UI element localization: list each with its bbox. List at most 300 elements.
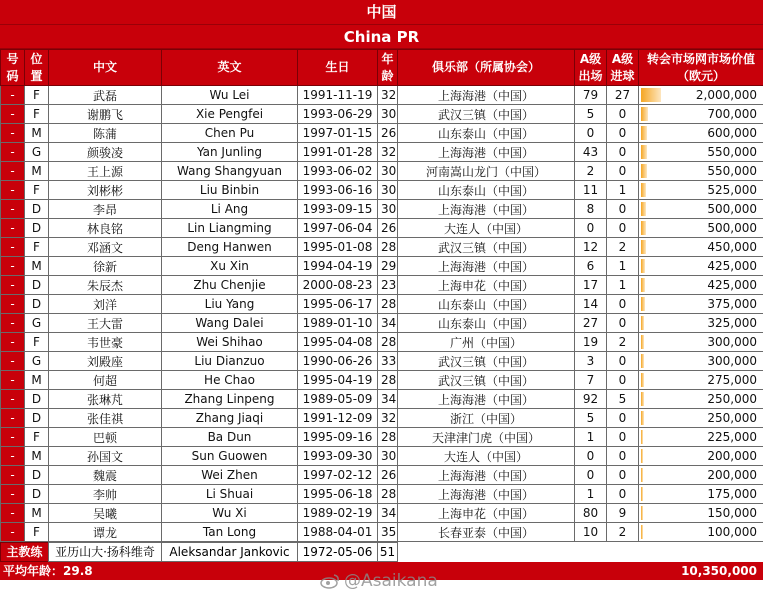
- table-header-row: [1, 50, 763, 86]
- market-value-bar: [641, 316, 644, 330]
- player-caps: 80: [575, 504, 607, 523]
- table-row: [1, 352, 763, 371]
- player-club: 武汉三镇（中国）: [398, 371, 575, 390]
- player-position: D: [25, 390, 49, 409]
- header-chinese-name: 中文: [49, 50, 162, 86]
- player-age: 26: [378, 124, 398, 143]
- market-value-text: 525,000: [707, 183, 757, 197]
- market-value-text: 500,000: [707, 221, 757, 235]
- player-goals: 2: [607, 523, 639, 542]
- player-position: M: [25, 124, 49, 143]
- market-value-text: 250,000: [707, 411, 757, 425]
- player-market-value: [639, 523, 763, 542]
- market-value-text: 200,000: [707, 468, 757, 482]
- player-english-name: Tan Long: [162, 523, 298, 542]
- player-club: 上海海港（中国）: [398, 485, 575, 504]
- player-club: 上海海港（中国）: [398, 143, 575, 162]
- player-market-value: [639, 504, 763, 523]
- player-caps: 11: [575, 181, 607, 200]
- player-position: F: [25, 333, 49, 352]
- player-market-value: [639, 124, 763, 143]
- player-market-value: [639, 276, 763, 295]
- player-club: 广州（中国）: [398, 333, 575, 352]
- player-number: -: [1, 523, 25, 542]
- market-value-text: 700,000: [707, 107, 757, 121]
- player-birthdate: 1993-06-02: [298, 162, 378, 181]
- player-chinese-name: 邓涵文: [49, 238, 162, 257]
- market-value-bar: [641, 202, 646, 216]
- market-value-text: 2,000,000: [695, 88, 757, 102]
- player-goals: 0: [607, 314, 639, 333]
- player-birthdate: 1997-01-15: [298, 124, 378, 143]
- player-age: 30: [378, 162, 398, 181]
- player-birthdate: 1989-05-09: [298, 390, 378, 409]
- player-birthdate: 1991-01-28: [298, 143, 378, 162]
- player-chinese-name: 林良铭: [49, 219, 162, 238]
- player-english-name: Wu Lei: [162, 86, 298, 105]
- player-english-name: Deng Hanwen: [162, 238, 298, 257]
- market-value-text: 250,000: [707, 392, 757, 406]
- player-position: D: [25, 485, 49, 504]
- market-value-bar: [641, 506, 643, 520]
- player-number: -: [1, 333, 25, 352]
- player-club: 武汉三镇（中国）: [398, 352, 575, 371]
- table-row: [1, 447, 763, 466]
- player-goals: 27: [607, 86, 639, 105]
- player-number: -: [1, 143, 25, 162]
- player-position: D: [25, 200, 49, 219]
- player-caps: 8: [575, 200, 607, 219]
- player-position: G: [25, 352, 49, 371]
- player-club: 武汉三镇（中国）: [398, 238, 575, 257]
- player-caps: 1: [575, 428, 607, 447]
- player-english-name: Liu Binbin: [162, 181, 298, 200]
- player-goals: 0: [607, 352, 639, 371]
- player-birthdate: 1993-09-30: [298, 447, 378, 466]
- market-value-bar: [641, 392, 644, 406]
- player-market-value: [639, 314, 763, 333]
- coach-birthdate: 1972-05-06: [297, 542, 378, 562]
- player-chinese-name: 武磊: [49, 86, 162, 105]
- header-position: 位置: [25, 50, 49, 86]
- market-value-text: 175,000: [707, 487, 757, 501]
- player-number: -: [1, 504, 25, 523]
- player-english-name: Lin Liangming: [162, 219, 298, 238]
- player-chinese-name: 张琳芃: [49, 390, 162, 409]
- header-goals: A级进球: [607, 50, 639, 86]
- player-club: 山东泰山（中国）: [398, 181, 575, 200]
- player-chinese-name: 谭龙: [49, 523, 162, 542]
- player-club: 河南嵩山龙门（中国）: [398, 162, 575, 181]
- market-value-text: 300,000: [707, 335, 757, 349]
- player-position: F: [25, 181, 49, 200]
- market-value-bar: [641, 430, 643, 444]
- market-value-text: 600,000: [707, 126, 757, 140]
- player-english-name: He Chao: [162, 371, 298, 390]
- player-chinese-name: 李昂: [49, 200, 162, 219]
- player-chinese-name: 刘彬彬: [49, 181, 162, 200]
- player-market-value: [639, 390, 763, 409]
- player-caps: 10: [575, 523, 607, 542]
- player-position: M: [25, 504, 49, 523]
- player-club: 山东泰山（中国）: [398, 295, 575, 314]
- table-row: [1, 295, 763, 314]
- player-market-value: [639, 333, 763, 352]
- header-market-value: 转会市场网市场价值（欧元）: [639, 50, 763, 86]
- player-caps: 92: [575, 390, 607, 409]
- player-age: 28: [378, 428, 398, 447]
- player-chinese-name: 王上源: [49, 162, 162, 181]
- market-value-bar: [641, 525, 643, 539]
- player-market-value: [639, 143, 763, 162]
- player-caps: 5: [575, 105, 607, 124]
- table-row: [1, 257, 763, 276]
- market-value-text: 550,000: [707, 164, 757, 178]
- market-value-text: 500,000: [707, 202, 757, 216]
- player-caps: 19: [575, 333, 607, 352]
- player-chinese-name: 韦世豪: [49, 333, 162, 352]
- player-number: -: [1, 181, 25, 200]
- player-chinese-name: 张佳祺: [49, 409, 162, 428]
- player-caps: 17: [575, 276, 607, 295]
- player-birthdate: 1997-02-12: [298, 466, 378, 485]
- player-age: 30: [378, 200, 398, 219]
- player-market-value: [639, 295, 763, 314]
- player-birthdate: 1989-02-19: [298, 504, 378, 523]
- player-english-name: Xie Pengfei: [162, 105, 298, 124]
- player-age: 32: [378, 86, 398, 105]
- player-age: 28: [378, 371, 398, 390]
- player-birthdate: 1991-12-09: [298, 409, 378, 428]
- player-english-name: Li Ang: [162, 200, 298, 219]
- player-number: -: [1, 276, 25, 295]
- weibo-logo-icon: [320, 573, 340, 589]
- player-age: 26: [378, 219, 398, 238]
- player-age: 35: [378, 523, 398, 542]
- player-market-value: [639, 181, 763, 200]
- player-goals: 1: [607, 276, 639, 295]
- market-value-text: 225,000: [707, 430, 757, 444]
- player-club: 大连人（中国）: [398, 219, 575, 238]
- player-goals: 0: [607, 466, 639, 485]
- player-club: 山东泰山（中国）: [398, 314, 575, 333]
- market-value-bar: [641, 183, 646, 197]
- player-market-value: [639, 162, 763, 181]
- player-goals: 0: [607, 447, 639, 466]
- player-goals: 0: [607, 295, 639, 314]
- player-caps: 0: [575, 466, 607, 485]
- market-value-bar: [641, 88, 661, 102]
- player-english-name: Chen Pu: [162, 124, 298, 143]
- player-age: 30: [378, 181, 398, 200]
- player-market-value: [639, 371, 763, 390]
- player-birthdate: 1995-06-18: [298, 485, 378, 504]
- player-number: -: [1, 124, 25, 143]
- player-number: -: [1, 295, 25, 314]
- player-chinese-name: 徐新: [49, 257, 162, 276]
- player-goals: 9: [607, 504, 639, 523]
- player-position: D: [25, 295, 49, 314]
- player-number: -: [1, 390, 25, 409]
- table-row: [1, 200, 763, 219]
- player-market-value: [639, 409, 763, 428]
- market-value-text: 325,000: [707, 316, 757, 330]
- player-position: M: [25, 257, 49, 276]
- market-value-bar: [641, 126, 647, 140]
- player-age: 30: [378, 105, 398, 124]
- player-number: -: [1, 86, 25, 105]
- table-row: [1, 276, 763, 295]
- player-club: 上海海港（中国）: [398, 257, 575, 276]
- market-value-text: 150,000: [707, 506, 757, 520]
- player-goals: 1: [607, 257, 639, 276]
- player-caps: 3: [575, 352, 607, 371]
- market-value-text: 425,000: [707, 259, 757, 273]
- player-number: -: [1, 314, 25, 333]
- market-value-bar: [641, 487, 643, 501]
- player-caps: 0: [575, 219, 607, 238]
- player-position: M: [25, 447, 49, 466]
- market-value-bar: [641, 145, 647, 159]
- player-position: F: [25, 238, 49, 257]
- player-birthdate: 1995-06-17: [298, 295, 378, 314]
- market-value-bar: [641, 373, 644, 387]
- player-caps: 6: [575, 257, 607, 276]
- player-market-value: [639, 86, 763, 105]
- market-value-text: 275,000: [707, 373, 757, 387]
- player-age: 23: [378, 276, 398, 295]
- player-english-name: Liu Dianzuo: [162, 352, 298, 371]
- table-row: [1, 314, 763, 333]
- player-goals: 0: [607, 428, 639, 447]
- player-caps: 43: [575, 143, 607, 162]
- player-goals: 0: [607, 162, 639, 181]
- table-row: [1, 390, 763, 409]
- coach-age: 51: [377, 542, 398, 562]
- coach-english-name: Aleksandar Jankovic: [161, 542, 298, 562]
- player-chinese-name: 李帅: [49, 485, 162, 504]
- player-club: 武汉三镇（中国）: [398, 105, 575, 124]
- table-row: [1, 181, 763, 200]
- header-birthdate: 生日: [298, 50, 378, 86]
- player-goals: 1: [607, 181, 639, 200]
- table-row: [1, 86, 763, 105]
- sheet-subtitle: China PR: [0, 25, 763, 49]
- player-caps: 2: [575, 162, 607, 181]
- player-number: -: [1, 466, 25, 485]
- header-age: 年龄: [378, 50, 398, 86]
- market-value-text: 425,000: [707, 278, 757, 292]
- market-value-text: 200,000: [707, 449, 757, 463]
- player-position: F: [25, 86, 49, 105]
- market-value-bar: [641, 164, 647, 178]
- player-market-value: [639, 200, 763, 219]
- player-position: D: [25, 219, 49, 238]
- player-birthdate: 1995-01-08: [298, 238, 378, 257]
- player-club: 上海海港（中国）: [398, 200, 575, 219]
- player-chinese-name: 刘洋: [49, 295, 162, 314]
- market-value-text: 450,000: [707, 240, 757, 254]
- table-row: [1, 333, 763, 352]
- player-age: 28: [378, 333, 398, 352]
- player-caps: 12: [575, 238, 607, 257]
- player-caps: 14: [575, 295, 607, 314]
- player-goals: 0: [607, 105, 639, 124]
- player-market-value: [639, 428, 763, 447]
- player-market-value: [639, 257, 763, 276]
- table-row: [1, 504, 763, 523]
- player-market-value: [639, 238, 763, 257]
- player-birthdate: 1995-04-19: [298, 371, 378, 390]
- squad-table: [0, 49, 763, 542]
- player-english-name: Liu Yang: [162, 295, 298, 314]
- player-position: F: [25, 428, 49, 447]
- market-value-bar: [641, 335, 644, 349]
- player-english-name: Zhang Jiaqi: [162, 409, 298, 428]
- player-club: 浙江（中国）: [398, 409, 575, 428]
- player-chinese-name: 王大雷: [49, 314, 162, 333]
- player-position: D: [25, 466, 49, 485]
- player-number: -: [1, 409, 25, 428]
- market-value-bar: [641, 449, 643, 463]
- player-birthdate: 1993-06-16: [298, 181, 378, 200]
- player-birthdate: 1995-04-08: [298, 333, 378, 352]
- player-position: F: [25, 105, 49, 124]
- sheet-title: 中国: [0, 0, 763, 25]
- player-club: 上海申花（中国）: [398, 276, 575, 295]
- table-row: [1, 409, 763, 428]
- watermark: [320, 571, 438, 591]
- player-goals: 0: [607, 143, 639, 162]
- player-market-value: [639, 352, 763, 371]
- player-birthdate: 1997-06-04: [298, 219, 378, 238]
- player-goals: 0: [607, 371, 639, 390]
- player-age: 34: [378, 314, 398, 333]
- player-caps: 5: [575, 409, 607, 428]
- player-birthdate: 1988-04-01: [298, 523, 378, 542]
- table-row: [1, 143, 763, 162]
- player-number: -: [1, 447, 25, 466]
- coach-label: 主教练: [0, 542, 49, 562]
- player-goals: 5: [607, 390, 639, 409]
- header-caps: A级出场: [575, 50, 607, 86]
- player-english-name: Yan Junling: [162, 143, 298, 162]
- average-age: 平均年龄：29.8: [3, 564, 93, 578]
- player-club: 山东泰山（中国）: [398, 124, 575, 143]
- player-english-name: Wei Zhen: [162, 466, 298, 485]
- player-market-value: [639, 105, 763, 124]
- player-birthdate: 1994-04-19: [298, 257, 378, 276]
- player-position: F: [25, 523, 49, 542]
- player-chinese-name: 何超: [49, 371, 162, 390]
- player-position: G: [25, 314, 49, 333]
- player-number: -: [1, 219, 25, 238]
- player-club: 长春亚泰（中国）: [398, 523, 575, 542]
- player-english-name: Wang Shangyuan: [162, 162, 298, 181]
- player-chinese-name: 谢鹏飞: [49, 105, 162, 124]
- player-age: 26: [378, 466, 398, 485]
- player-goals: 2: [607, 333, 639, 352]
- player-chinese-name: 魏震: [49, 466, 162, 485]
- player-position: D: [25, 276, 49, 295]
- table-row: [1, 371, 763, 390]
- player-market-value: [639, 219, 763, 238]
- player-market-value: [639, 447, 763, 466]
- player-caps: 1: [575, 485, 607, 504]
- player-goals: 0: [607, 219, 639, 238]
- player-market-value: [639, 485, 763, 504]
- player-birthdate: 1993-06-29: [298, 105, 378, 124]
- market-value-text: 550,000: [707, 145, 757, 159]
- player-caps: 0: [575, 447, 607, 466]
- player-club: 上海海港（中国）: [398, 86, 575, 105]
- player-age: 29: [378, 257, 398, 276]
- market-value-bar: [641, 468, 643, 482]
- player-goals: 0: [607, 409, 639, 428]
- market-value-bar: [641, 221, 646, 235]
- player-club: 上海海港（中国）: [398, 390, 575, 409]
- market-value-bar: [641, 278, 645, 292]
- player-age: 32: [378, 409, 398, 428]
- player-age: 32: [378, 143, 398, 162]
- market-value-bar: [641, 240, 646, 254]
- player-number: -: [1, 485, 25, 504]
- player-english-name: Zhu Chenjie: [162, 276, 298, 295]
- player-position: M: [25, 162, 49, 181]
- player-caps: 27: [575, 314, 607, 333]
- player-age: 30: [378, 447, 398, 466]
- player-number: -: [1, 200, 25, 219]
- player-club: 上海申花（中国）: [398, 504, 575, 523]
- player-chinese-name: 刘殿座: [49, 352, 162, 371]
- market-value-bar: [641, 411, 644, 425]
- table-row: [1, 485, 763, 504]
- player-chinese-name: 吴曦: [49, 504, 162, 523]
- player-birthdate: 1989-01-10: [298, 314, 378, 333]
- player-chinese-name: 朱辰杰: [49, 276, 162, 295]
- player-age: 34: [378, 390, 398, 409]
- table-row: [1, 162, 763, 181]
- market-value-text: 375,000: [707, 297, 757, 311]
- player-birthdate: 2000-08-23: [298, 276, 378, 295]
- player-age: 28: [378, 485, 398, 504]
- player-english-name: Wu Xi: [162, 504, 298, 523]
- market-value-bar: [641, 354, 644, 368]
- player-caps: 79: [575, 86, 607, 105]
- player-english-name: Sun Guowen: [162, 447, 298, 466]
- player-number: -: [1, 428, 25, 447]
- player-goals: 2: [607, 238, 639, 257]
- coach-row: [0, 542, 763, 562]
- player-position: M: [25, 371, 49, 390]
- table-row: [1, 428, 763, 447]
- player-number: -: [1, 352, 25, 371]
- market-value-bar: [641, 297, 645, 311]
- table-row: [1, 105, 763, 124]
- market-value-bar: [641, 107, 648, 121]
- player-goals: 0: [607, 124, 639, 143]
- player-market-value: [639, 466, 763, 485]
- player-chinese-name: 陈蒲: [49, 124, 162, 143]
- header-number: 号码: [1, 50, 25, 86]
- player-age: 28: [378, 238, 398, 257]
- table-row: [1, 238, 763, 257]
- player-caps: 7: [575, 371, 607, 390]
- player-chinese-name: 颜骏凌: [49, 143, 162, 162]
- player-club: 大连人（中国）: [398, 447, 575, 466]
- player-number: -: [1, 105, 25, 124]
- table-row: [1, 219, 763, 238]
